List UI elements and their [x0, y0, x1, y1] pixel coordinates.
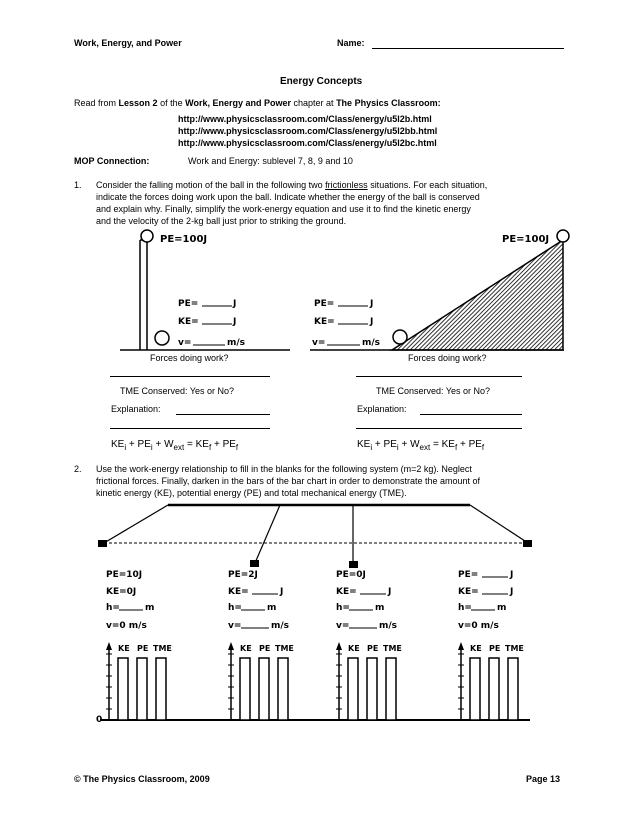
name-label: Name: — [337, 38, 365, 48]
ke-label-left: KE= — [178, 317, 199, 327]
eq-plus: + — [213, 439, 220, 450]
panel-2-bar-pe[interactable] — [259, 658, 269, 720]
bob-1 — [98, 540, 107, 547]
panel-2-bar-label-tme: TME — [275, 644, 294, 653]
eq-equals: = — [186, 439, 193, 450]
panel-3-v-unit: m/s — [379, 621, 398, 631]
panel-1-bar-pe[interactable] — [137, 658, 147, 720]
q2-number: 2. — [74, 464, 82, 474]
tme-left: TME Conserved: Yes or No? — [120, 386, 235, 396]
eq-ke: KE — [195, 439, 209, 450]
intro-chapter-at: chapter at — [293, 98, 334, 108]
v-label-left: v= — [178, 338, 192, 348]
panel-3-h-unit: m — [375, 603, 385, 613]
panel-2-pe-label: PE=2J — [228, 570, 258, 580]
intro-read-from: Read from — [74, 98, 117, 108]
ke-unit-left: J — [233, 317, 237, 327]
panel-2-h-label: h= — [228, 603, 242, 613]
explanation-right: Explanation: — [357, 404, 407, 414]
string-1 — [104, 505, 168, 543]
url-link-1[interactable]: http://www.physicsclassroom.com/Class/energy/u5l2b.html — [178, 114, 432, 124]
footer-page: Page 13 — [526, 774, 561, 784]
v-unit-left: m/s — [227, 338, 246, 348]
panel-4-bar-label-tme: TME — [505, 644, 524, 653]
panel-1-axis-arrow-icon — [106, 642, 112, 650]
v-unit-right: m/s — [362, 338, 381, 348]
string-2 — [255, 505, 280, 563]
pe-unit-left: J — [233, 299, 237, 309]
page-title: Energy Concepts — [280, 76, 363, 87]
eq-plus: + — [459, 439, 466, 450]
panel-3-bar-tme[interactable] — [386, 658, 396, 720]
eq-plus: + — [374, 439, 381, 450]
panel-3-pe-label: PE=0J — [336, 570, 366, 580]
explanation-left: Explanation: — [111, 404, 161, 414]
bob-4 — [523, 540, 532, 547]
pe-label-right: PE= — [314, 299, 335, 309]
intro-of-the: of the — [160, 98, 183, 108]
q1-line-4: and the velocity of the 2-kg ball just prior to striking the ground. — [96, 216, 347, 226]
panel-4-bar-tme[interactable] — [508, 658, 518, 720]
q1-text-b: situations. For each situation, — [370, 180, 488, 190]
q1-line-3: and explain why. Finally, simplify the work-energy equation and use it to find the kinetic energy — [96, 204, 471, 214]
panel-4-ke-unit: J — [510, 587, 514, 597]
eq-ke: KE — [357, 439, 371, 450]
panel-2-ke-unit: J — [280, 587, 284, 597]
q1-line-2: indicate the forces doing work upon the ball. Indicate whether the energy of the ball is conserved — [96, 192, 480, 202]
panel-1-ke-label: KE=0J — [106, 587, 137, 597]
url-link-2[interactable]: http://www.physicsclassroom.com/Class/energy/u5l2bb.html — [178, 126, 438, 136]
panel-3-ke-unit: J — [388, 587, 392, 597]
panel-3-bar-label-tme: TME — [383, 644, 402, 653]
eq-pe: PE — [222, 439, 236, 450]
eq-pe: PE — [468, 439, 482, 450]
panel-2-bar-label-pe: PE — [259, 644, 271, 653]
eq-sub-i: i — [150, 443, 153, 452]
ke-label-right: KE= — [314, 317, 335, 327]
panel-3-bar-label-pe: PE — [367, 644, 379, 653]
mop-label: MOP Connection: — [74, 156, 150, 166]
eq-sub-f: f — [454, 443, 458, 452]
panel-4-h-unit: m — [497, 603, 507, 613]
eq-plus: + — [128, 439, 135, 450]
panel-1-h-label: h= — [106, 603, 120, 613]
panel-2-h-unit: m — [267, 603, 277, 613]
panel-4-bar-label-ke: KE — [470, 644, 482, 653]
eq-pe: PE — [383, 439, 397, 450]
panel-2-v-label: v= — [228, 621, 242, 631]
forces-left: Forces doing work? — [150, 353, 229, 363]
v-label-right: v= — [312, 338, 326, 348]
panel-2-ke-label: KE= — [228, 587, 249, 597]
eq-plus: + — [401, 439, 408, 450]
eq-sub-i: i — [124, 443, 127, 452]
panel-1-h-unit: m — [145, 603, 155, 613]
eq-sub-ext: ext — [173, 443, 185, 452]
eq-w: W — [410, 439, 420, 450]
eq-equals: = — [432, 439, 439, 450]
eq-w: W — [164, 439, 174, 450]
forces-right: Forces doing work? — [408, 353, 487, 363]
eq-sub-f: f — [208, 443, 212, 452]
panel-4-axis-arrow-icon — [458, 642, 464, 650]
intro-lesson: Lesson 2 — [118, 98, 158, 108]
panel-2-bar-label-ke: KE — [240, 644, 252, 653]
panel-1-bar-label-pe: PE — [137, 644, 149, 653]
panel-2-bar-ke[interactable] — [240, 658, 250, 720]
q2-line-2: frictional forces. Finally, darken in the bars of the bar chart in order to demonstrate the amount of — [96, 476, 481, 486]
header-title: Work, Energy, and Power — [74, 38, 182, 48]
panel-3-axis-arrow-icon — [336, 642, 342, 650]
panel-4-bar-ke[interactable] — [470, 658, 480, 720]
eq-pe: PE — [137, 439, 151, 450]
zero-label: 0 — [96, 715, 103, 725]
panel-4-bar-pe[interactable] — [489, 658, 499, 720]
eq-ke: KE — [441, 439, 455, 450]
footer-copyright: © The Physics Classroom, 2009 — [74, 774, 210, 784]
panel-4-ke-label: KE= — [458, 587, 479, 597]
q2-line-1: Use the work-energy relationship to fill in the blanks for the following system (m=2 kg). Neglect — [96, 464, 472, 474]
eq-sub-i: i — [370, 443, 373, 452]
panel-2-bar-tme[interactable] — [278, 658, 288, 720]
panel-3-bar-ke[interactable] — [348, 658, 358, 720]
panel-4-v-label: v=0 m/s — [458, 621, 499, 631]
panel-2-axis-arrow-icon — [228, 642, 234, 650]
panel-3-bar-pe[interactable] — [367, 658, 377, 720]
panel-1-pe-label: PE=10J — [106, 570, 143, 580]
q2-line-3: kinetic energy (KE), potential energy (PE) and total mechanical energy (TME). — [96, 488, 407, 498]
panel-1-bar-label-ke: KE — [118, 644, 130, 653]
mop-text: Work and Energy: sublevel 7, 8, 9 and 10 — [188, 156, 353, 166]
bob-2 — [250, 560, 259, 567]
intro-site: The Physics Classroom: — [336, 98, 441, 108]
string-4 — [470, 505, 528, 543]
panel-2-v-unit: m/s — [271, 621, 290, 631]
panel-4-pe-label: PE= — [458, 570, 479, 580]
eq-ke: KE — [111, 439, 125, 450]
url-link-3[interactable]: http://www.physicsclassroom.com/Class/energy/u5l2bc.html — [178, 138, 437, 148]
panel-3-h-label: h= — [336, 603, 350, 613]
q1-number: 1. — [74, 180, 82, 190]
panel-4-h-label: h= — [458, 603, 472, 613]
pe-top-right: PE=100J — [502, 234, 550, 245]
bob-3 — [349, 561, 358, 568]
panel-1-bar-ke[interactable] — [118, 658, 128, 720]
panel-4-pe-unit: J — [510, 570, 514, 580]
eq-plus: + — [155, 439, 162, 450]
tme-right: TME Conserved: Yes or No? — [376, 386, 491, 396]
panel-3-v-label: v= — [336, 621, 350, 631]
q1-text-a: Consider the falling motion of the ball in the following two — [96, 180, 323, 190]
panel-1-v-label: v=0 m/s — [106, 621, 147, 631]
panel-3-bar-label-ke: KE — [348, 644, 360, 653]
panel-1-bar-label-tme: TME — [153, 644, 172, 653]
eq-sub-f: f — [235, 443, 239, 452]
pe-top-left: PE=100J — [160, 234, 208, 245]
ke-unit-right: J — [370, 317, 374, 327]
pe-unit-right: J — [370, 299, 374, 309]
panel-1-bar-tme[interactable] — [156, 658, 166, 720]
q1-frictionless: frictionless — [325, 180, 368, 190]
pe-label-left: PE= — [178, 299, 199, 309]
eq-sub-i: i — [396, 443, 399, 452]
panel-4-bar-label-pe: PE — [489, 644, 501, 653]
eq-sub-ext: ext — [419, 443, 431, 452]
eq-sub-f: f — [481, 443, 485, 452]
panel-3-ke-label: KE= — [336, 587, 357, 597]
intro-chapter: Work, Energy and Power — [185, 98, 291, 108]
